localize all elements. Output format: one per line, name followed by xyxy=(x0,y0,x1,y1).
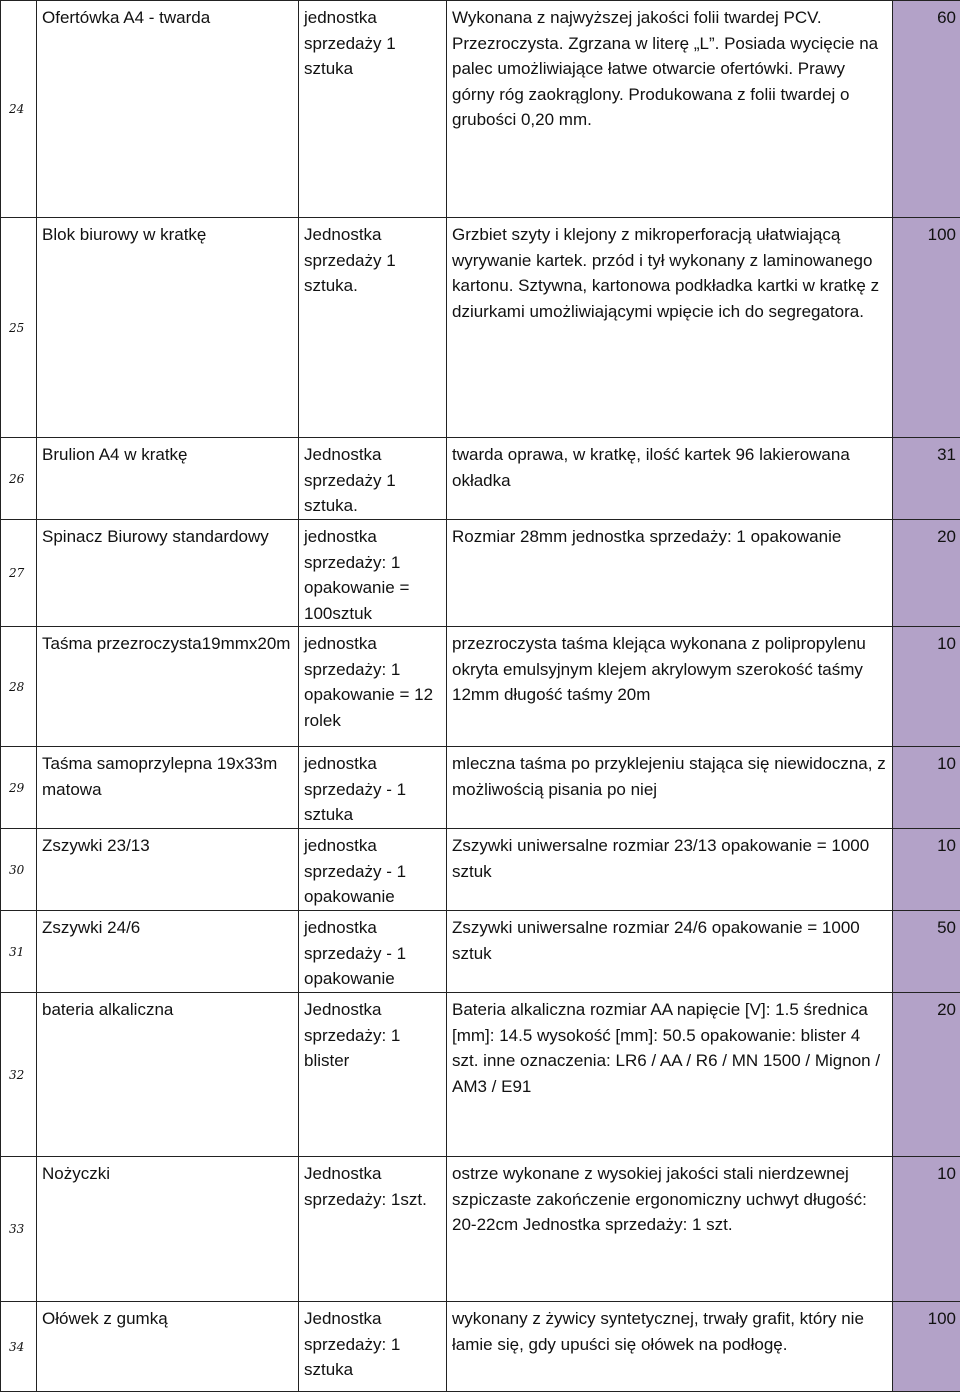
quantity: 10 xyxy=(893,1157,960,1302)
row-number: 31 xyxy=(1,911,37,993)
row-number: 26 xyxy=(1,438,37,520)
item-name: Nożyczki xyxy=(37,1157,299,1302)
quantity: 10 xyxy=(893,747,960,829)
sales-unit: Jednostka sprzedaży: 1szt. xyxy=(299,1157,447,1302)
row-number: 30 xyxy=(1,829,37,911)
quantity: 50 xyxy=(893,911,960,993)
item-description: Zszywki uniwersalne rozmiar 23/13 opakowanie = 1000 sztuk xyxy=(447,829,893,911)
item-name: Zszywki 24/6 xyxy=(37,911,299,993)
row-number: 29 xyxy=(1,747,37,829)
sales-unit: jednostka sprzedaży - 1 sztuka xyxy=(299,747,447,829)
item-name: Brulion A4 w kratkę xyxy=(37,438,299,520)
sales-unit: jednostka sprzedaży: 1 opakowanie = 100sztuk xyxy=(299,520,447,627)
sales-unit: jednostka sprzedaży: 1 opakowanie = 12 rolek xyxy=(299,627,447,747)
table-row xyxy=(1,993,960,1157)
item-name: Spinacz Biurowy standardowy xyxy=(37,520,299,627)
item-name: Blok biurowy w kratkę xyxy=(37,218,299,438)
quantity: 100 xyxy=(893,1302,960,1392)
row-number: 34 xyxy=(1,1302,37,1392)
sales-unit: jednostka sprzedaży 1 sztuka xyxy=(299,1,447,218)
table-row xyxy=(1,1,960,218)
table-row xyxy=(1,520,960,627)
item-name: bateria alkaliczna xyxy=(37,993,299,1157)
quantity: 100 xyxy=(893,218,960,438)
item-description: ostrze wykonane z wysokiej jakości stali nierdzewnej szpiczaste zakończenie ergonomiczny uchwyt długość: 20-22cm Jednostka sprzedaży: 1 szt. xyxy=(447,1157,893,1302)
row-number: 27 xyxy=(1,520,37,627)
table-row xyxy=(1,911,960,993)
item-description: Bateria alkaliczna rozmiar AA napięcie [V]: 1.5 średnica [mm]: 14.5 wysokość [mm]: 50.5 opakowanie: blister 4 szt. inne oznaczenia: LR6 / AA / R6 / MN 1500 / Mignon / AM3 / E91 xyxy=(447,993,893,1157)
item-name: Taśma przezroczysta19mmx20m xyxy=(37,627,299,747)
item-description: twarda oprawa, w kratkę, ilość kartek 96 lakierowana okładka xyxy=(447,438,893,520)
item-description: przezroczysta taśma klejąca wykonana z polipropylenu okryta emulsyjnym klejem akrylowym szerokość taśmy 12mm długość taśmy 20m xyxy=(447,627,893,747)
quantity: 60 xyxy=(893,1,960,218)
item-description: mleczna taśma po przyklejeniu stająca się niewidoczna, z możliwością pisania po niej xyxy=(447,747,893,829)
table-row xyxy=(1,627,960,747)
table-row xyxy=(1,747,960,829)
table-row xyxy=(1,218,960,438)
sales-unit: Jednostka sprzedaży: 1 blister xyxy=(299,993,447,1157)
table-row xyxy=(1,1302,960,1392)
item-description: Grzbiet szyty i klejony z mikroperforacją ułatwiającą wyrywanie kartek. przód i tył wykonany z laminowanego kartonu. Sztywna, kartonowa podkładka kartki w kratkę z dziurkami umożliwiającymi wpięcie ich do segregatora. xyxy=(447,218,893,438)
table-row xyxy=(1,1157,960,1302)
quantity: 10 xyxy=(893,627,960,747)
sales-unit: Jednostka sprzedaży: 1 sztuka xyxy=(299,1302,447,1392)
item-description: Rozmiar 28mm jednostka sprzedaży: 1 opakowanie xyxy=(447,520,893,627)
quantity: 10 xyxy=(893,829,960,911)
sales-unit: jednostka sprzedaży - 1 opakowanie xyxy=(299,911,447,993)
row-number: 28 xyxy=(1,627,37,747)
item-description: Wykonana z najwyższej jakości folii twardej PCV. Przezroczysta. Zgrzana w literę „L”. Posiada wycięcie na palec umożliwiające łatwe otwarcie ofertówki. Prawy górny róg zaokrąglony. Produkowana z folii twardej o grubości 0,20 mm. xyxy=(447,1,893,218)
item-description: wykonany z żywicy syntetycznej, trwały grafit, który nie łamie się, gdy upuści się ołówek na podłogę. xyxy=(447,1302,893,1392)
quantity: 31 xyxy=(893,438,960,520)
quantity: 20 xyxy=(893,993,960,1157)
item-description: Zszywki uniwersalne rozmiar 24/6 opakowanie = 1000 sztuk xyxy=(447,911,893,993)
item-name: Ofertówka A4 - twarda xyxy=(37,1,299,218)
row-number: 32 xyxy=(1,993,37,1157)
sales-unit: Jednostka sprzedaży 1 sztuka. xyxy=(299,218,447,438)
sales-unit: jednostka sprzedaży - 1 opakowanie xyxy=(299,829,447,911)
row-number: 25 xyxy=(1,218,37,438)
item-name: Ołówek z gumką xyxy=(37,1302,299,1392)
item-name: Taśma samoprzylepna 19x33m matowa xyxy=(37,747,299,829)
row-number: 24 xyxy=(1,1,37,218)
table-row xyxy=(1,438,960,520)
item-name: Zszywki 23/13 xyxy=(37,829,299,911)
table-row xyxy=(1,829,960,911)
sales-unit: Jednostka sprzedaży 1 sztuka. xyxy=(299,438,447,520)
quantity: 20 xyxy=(893,520,960,627)
row-number: 33 xyxy=(1,1157,37,1302)
